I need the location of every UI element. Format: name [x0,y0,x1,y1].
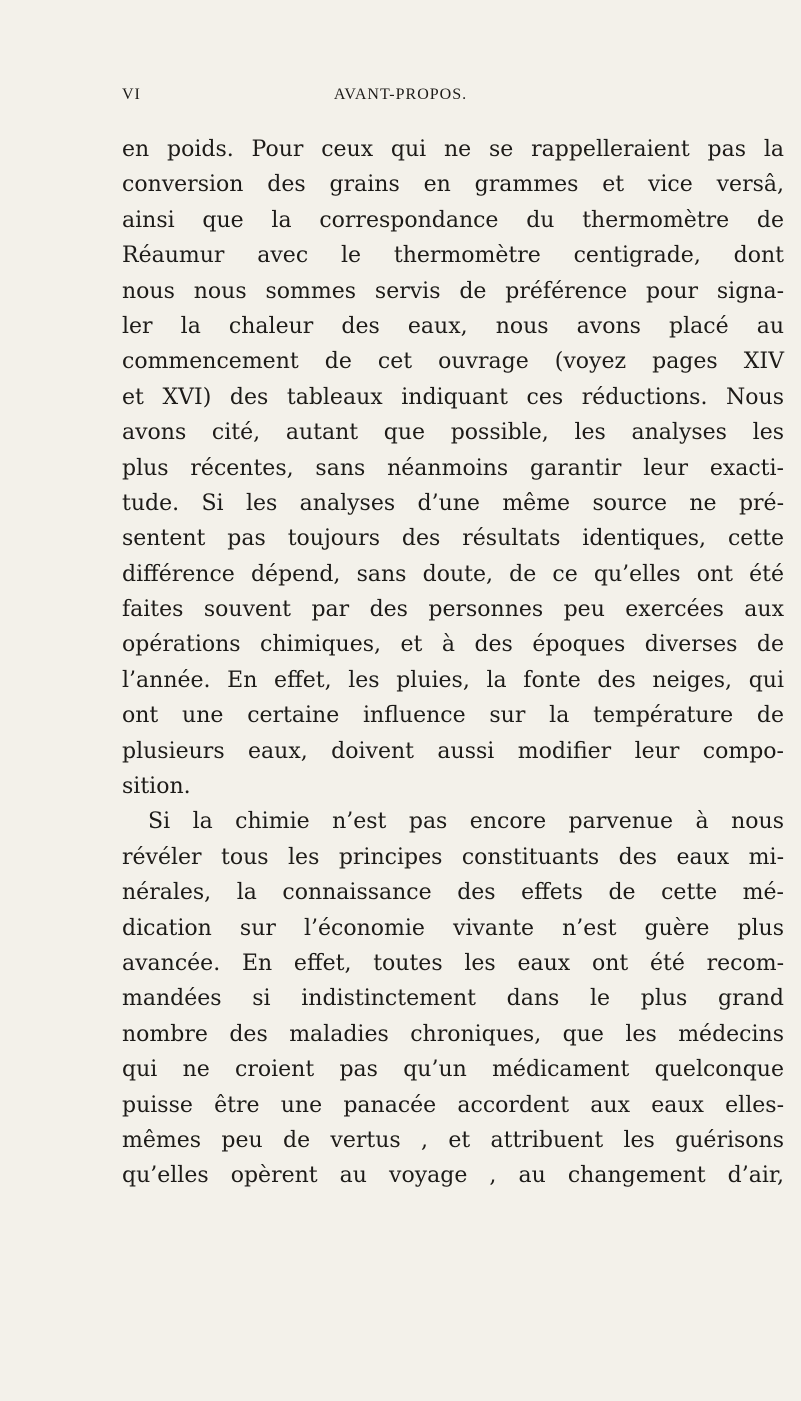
text-line: plus récentes, sans néanmoins garantir leur exacti- [122,455,784,481]
text-line: nombre des maladies chroniques, que les médecins [122,1021,784,1047]
text-line: ont une certaine influence sur la température de [122,703,784,729]
text-line: sition. [122,774,191,800]
text-line: différence dépend, sans doute, de ce qu’elles ont été [122,561,784,587]
body-text [122,132,784,1194]
text-line: commencement de cet ouvrage (voyez pages XIV [122,349,784,375]
running-title: AVANT-PROPOS. [333,86,468,103]
text-line: plusieurs eaux, doivent aussi modifier leur compo- [122,738,784,764]
text-line: Réaumur avec le thermomètre centigrade, dont [122,243,784,269]
running-head [122,86,679,108]
text-line: dication sur l’économie vivante n’est guère plus [122,915,784,941]
page-number: VI [122,86,141,103]
text-line: révéler tous les principes constituants des eaux mi- [122,844,784,870]
text-line: conversion des grains en grammes et vice versâ, [122,172,784,198]
text-line: mêmes peu de vertus , et attribuent les guérisons [122,1127,784,1153]
text-line: et XVI) des tableaux indiquant ces réductions. Nous [122,384,784,410]
text-line: ler la chaleur des eaux, nous avons placé au [122,313,784,339]
text-line: ainsi que la correspondance du thermomètre de [122,207,784,233]
text-line: tude. Si les analyses d’une même source ne pré- [122,490,784,516]
text-line: sentent pas toujours des résultats identiques, cette [122,526,784,552]
text-line: mandées si indistinctement dans le plus grand [122,986,784,1012]
text-line: avancée. En effet, toutes les eaux ont été recom- [122,950,784,976]
text-line: qui ne croient pas qu’un médicament quelconque [122,1057,784,1083]
text-line: Si la chimie n’est pas encore parvenue à nous [148,809,784,835]
text-line: opérations chimiques, et à des époques diverses de [122,632,784,658]
text-line: nous nous sommes servis de préférence pour signa- [122,278,784,304]
text-line: qu’elles opèrent au voyage , au changement d’air, [122,1163,784,1189]
text-line: nérales, la connaissance des effets de cette mé- [122,880,784,906]
text-line: avons cité, autant que possible, les analyses les [122,420,784,446]
text-line: faites souvent par des personnes peu exercées aux [122,597,784,623]
text-line: l’année. En effet, les pluies, la fonte des neiges, qui [122,667,784,693]
text-line: en poids. Pour ceux qui ne se rappelleraient pas la [122,137,784,162]
text-line: puisse être une panacée accordent aux eaux elles- [122,1092,784,1118]
